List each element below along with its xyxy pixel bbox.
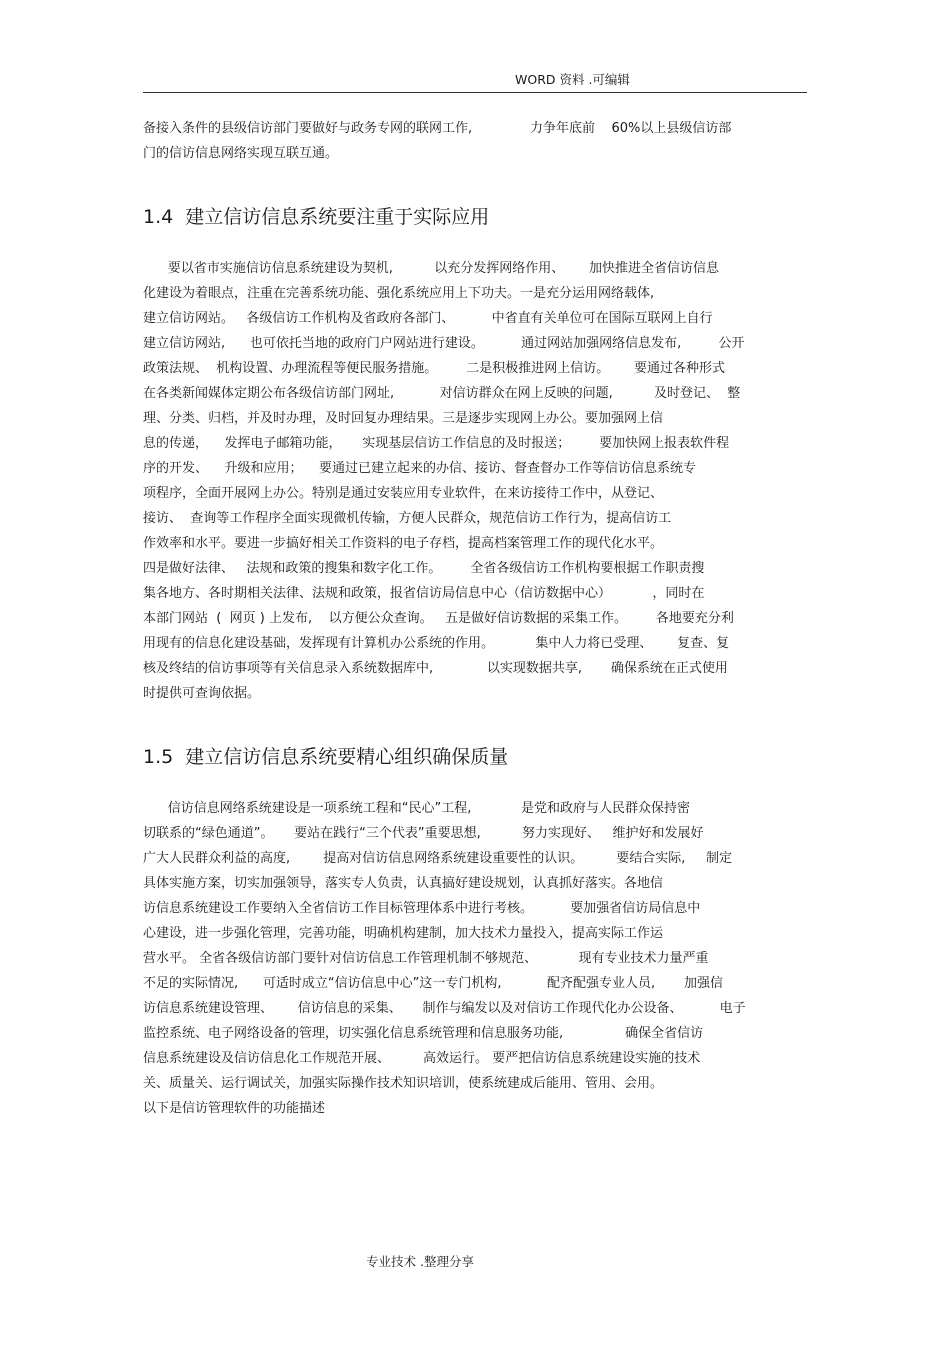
text-line: 本部门网站 ( 网页 ) 上发布, 以方便公众查询。 五是做好信访数据的采集工作。 各地要充分利 [143,611,734,626]
text-line: 理、分类、归档，并及时办理，及时回复办理结果。三是逐步实现网上办公。要加强网上信 [143,411,664,426]
text-line: 序的开发、 升级和应用； 要通过已建立起来的办信、接访、督查督办工作等信访信息系统专 [143,461,697,476]
text-line: 在各类新闻媒体定期公布各级信访部门网址, 对信访群众在网上反映的问题, 及时登记、 整 [143,386,741,401]
text-line: 不足的实际情况, 可适时成立“信访信息中心”这一专门机构, 配齐配强专业人员, 加强信 [143,976,724,991]
text-line: 核及终结的信访事项等有关信息录入系统数据库中, 以实现数据共享, 确保系统在正式使用 [143,661,728,676]
text-line: 营水平。 全省各级信访部门要针对信访信息工作管理机制不够规范、 现有专业技术力量严重 [143,951,709,966]
text-line: 四是做好法律、 法规和政策的搜集和数字化工作。 全省各级信访工作机构要根据工作职责搜 [143,561,705,576]
section-heading-1-4: 1.4 建立信访信息系统要注重于实际应用 [143,206,490,228]
text-line: 具体实施方案，切实加强领导，落实专人负责，认真搞好建设规划，认真抓好落实。各地信 [143,876,664,891]
page-footer: 专业技术 .整理分享 [366,1254,474,1269]
text-line: 时提供可查询依据。 [143,686,261,701]
text-line: 备接入条件的县级信访部门要做好与政务专网的联网工作, 力争年底前 60%以上县级信访部 [143,121,732,136]
text-line: 要以省市实施信访信息系统建设为契机, 以充分发挥网络作用、 加快推进全省信访信息 [143,261,720,276]
text-line: 用现有的信息化建设基础，发挥现有计算机办公系统的作用。 集中人力将已受理、 复查、复 [143,636,730,651]
text-line: 广大人民群众利益的高度, 提高对信访信息网络系统建设重要性的认识。 要结合实际, 制定 [143,851,733,866]
text-line: 监控系统、电子网络设备的管理，切实强化信息系统管理和信息服务功能, 确保全省信访 [143,1026,704,1041]
text-line: 息的传递， 发挥电子邮箱功能， 实现基层信访工作信息的及时报送； 要加快网上报表软件程 [143,436,730,451]
text-line: 化建设为着眼点，注重在完善系统功能、强化系统应用上下功夫。一是充分运用网络载体, [143,286,655,301]
text-line: 切联系的“绿色通道”。 要站在践行“三个代表”重要思想, 努力实现好、 维护好和发展好 [143,826,704,841]
page-header: WORD 资料 .可编辑 [515,72,630,87]
section-heading-1-5: 1.5 建立信访信息系统要精心组织确保质量 [143,746,509,768]
header-divider [143,92,807,93]
text-line: 项程序，全面开展网上办公。特别是通过安装应用专业软件，在来访接待工作中，从登记、 [143,486,664,501]
text-line: 政策法规、 机构设置、办理流程等便民服务措施。 二是积极推进网上信访。 要通过各种形式 [143,361,725,376]
text-line: 建立信访网站。 各级信访工作机构及省政府各部门、 中省直有关单位可在国际互联网上自行 [143,311,713,326]
text-line: 访信息系统建设管理、 信访信息的采集、 制作与编发以及对信访工作现代化办公设备、 电子 [143,1001,746,1016]
text-line: 门的信访信息网络实现互联互通。 [143,146,339,161]
text-line: 访信息系统建设工作要纳入全省信访工作目标管理体系中进行考核。 要加强省信访局信息中 [143,901,701,916]
text-line: 作效率和水平。要进一步搞好相关工作资料的电子存档，提高档案管理工作的现代化水平。 [143,536,664,551]
text-line: 信息系统建设及信访信息化工作规范开展、 高效运行。 要严把信访信息系统建设实施的技术 [143,1051,701,1066]
text-line: 心建设，进一步强化管理，完善功能，明确机构建制，加大技术力量投入，提高实际工作运 [143,926,664,941]
text-line: 关、质量关、运行调试关，加强实际操作技术知识培训，使系统建成后能用、管用、会用。 [143,1076,664,1091]
text-line: 接访、 查询等工作程序全面实现微机传输，方便人民群众，规范信访工作行为，提高信访工 [143,511,672,526]
text-line: 建立信访网站, 也可依托当地的政府门户网站进行建设。 通过网站加强网络信息发布, 公开 [143,336,745,351]
text-line: 信访信息网络系统建设是一项系统工程和“民心”工程, 是党和政府与人民群众保持密 [143,801,690,816]
text-line: 以下是信访管理软件的功能描述 [143,1101,326,1116]
text-line: 集各地方、各时期相关法律、法规和政策，报省信访局信息中心（信访数据中心） ，同时在 [143,586,705,601]
